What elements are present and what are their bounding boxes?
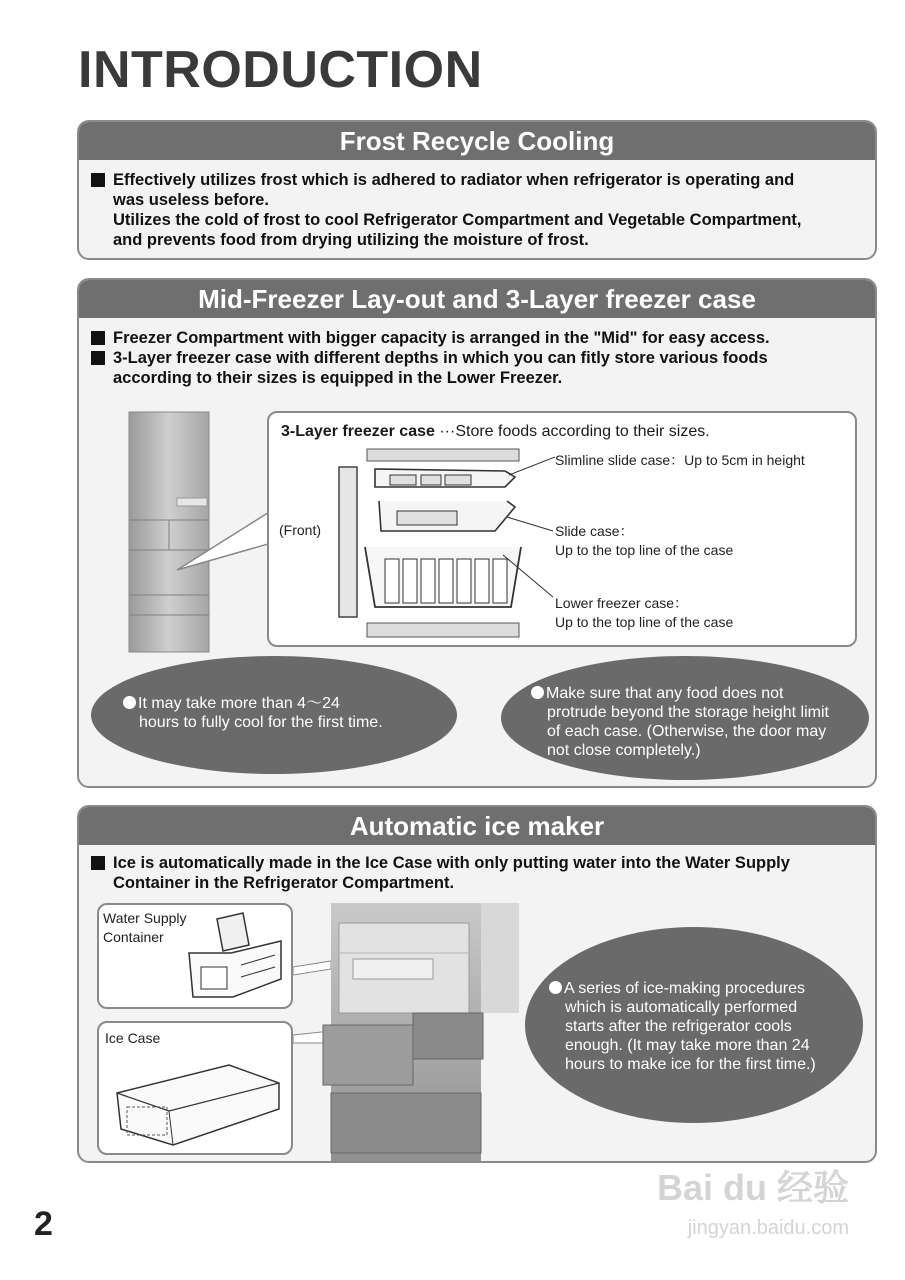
icemaker-section	[77, 805, 877, 1163]
bullet-square-icon	[91, 331, 105, 345]
diagram-title	[281, 423, 710, 441]
fridge-interior-photo	[293, 903, 519, 1163]
midfreezer-bullet-1-text: Freezer Compartment with bigger capacity is arranged in the "Mid" for easy access.	[113, 329, 770, 347]
front-label: (Front)	[279, 522, 321, 538]
frost-line-3: Utilizes the cold of frost to cool Refrigerator Compartment and Vegetable Compartment,	[113, 211, 802, 229]
frost-bullet	[91, 170, 875, 250]
freezer-cases-drawing	[335, 447, 555, 643]
cooling-note-line-2: hours to fully cool for the first time.	[139, 714, 383, 731]
baidu-watermark	[649, 1160, 849, 1250]
water-supply-label-2: Container	[103, 929, 164, 945]
water-container-drawing	[181, 909, 291, 1005]
ice-case-box	[97, 1021, 293, 1155]
midfreezer-section	[77, 278, 877, 788]
height-note-line-4: not close completely.)	[547, 742, 701, 759]
ice-note-line-5: hours to make ice for the first time.)	[565, 1056, 816, 1073]
icemaker-line-2: Container in the Refrigerator Compartment.	[113, 874, 455, 892]
ice-making-note	[525, 927, 863, 1123]
cooling-note-line-1: It may take more than 4～24	[123, 694, 457, 713]
watermark-brand: Bai du 经验	[656, 1167, 849, 1208]
ice-note-line-3: starts after the refrigerator cools	[565, 1018, 792, 1035]
slimline-label: Slimline slide case：Up to 5cm in height	[555, 452, 805, 468]
diagram-title-rest: ···Store foods according to their sizes.	[439, 423, 710, 440]
water-supply-box	[97, 903, 293, 1009]
frost-line-4: and prevents food from drying utilizing the moisture of frost.	[113, 231, 589, 249]
bullet-square-icon	[91, 351, 105, 365]
water-supply-label-1: Water Supply	[103, 910, 187, 926]
bullet-square-icon	[91, 173, 105, 187]
watermark-url: jingyan.baidu.com	[687, 1217, 849, 1239]
icemaker-header: Automatic ice maker	[79, 807, 875, 845]
frost-bullets	[91, 170, 875, 250]
ice-case-label: Ice Case	[105, 1030, 161, 1046]
frost-section	[77, 120, 877, 260]
height-note-line-1: Make sure that any food does not	[531, 684, 869, 703]
icemaker-bullets	[91, 853, 875, 893]
ice-note-line-2: which is automatically performed	[565, 999, 798, 1016]
icemaker-line-1: Ice is automatically made in the Ice Case with only putting water into the Water Supply	[113, 854, 790, 872]
lower-case-desc: Up to the top line of the case	[555, 614, 734, 630]
height-note-line-3: of each case. (Otherwise, the door may	[547, 723, 827, 740]
midfreezer-header: Mid-Freezer Lay-out and 3-Layer freezer case	[79, 280, 875, 318]
page-number: 2	[34, 1205, 53, 1243]
freezer-case-diagram	[267, 411, 857, 647]
ice-note-line-4: enough. (It may take more than 24	[565, 1037, 810, 1054]
page-title: INTRODUCTION	[78, 41, 483, 99]
slide-case-desc: Up to the top line of the case	[555, 542, 734, 558]
ice-note-line-1: A series of ice-making procedures	[549, 979, 863, 998]
midfreezer-bullet-1	[91, 328, 875, 348]
midfreezer-bullet-2-line-1: 3-Layer freezer case with different depths in which you can fitly store various foods	[113, 349, 768, 367]
diagram-title-bold: 3-Layer freezer case	[281, 423, 435, 440]
bullet-dot-icon	[531, 686, 544, 699]
frost-line-1: Effectively utilizes frost which is adhered to radiator when refrigerator is operating and	[113, 171, 795, 189]
icemaker-bullet	[91, 853, 875, 893]
bullet-dot-icon	[549, 981, 562, 994]
frost-line-2: was useless before.	[113, 191, 269, 209]
bullet-square-icon	[91, 856, 105, 870]
midfreezer-bullet-2	[91, 348, 875, 388]
ice-case-drawing	[109, 1053, 285, 1153]
slide-case-title: Slide case：	[555, 523, 634, 539]
lower-case-title: Lower freezer case：	[555, 595, 689, 611]
height-note-line-2: protrude beyond the storage height limit	[547, 704, 829, 721]
midfreezer-bullet-2-line-2: according to their sizes is equipped in the Lower Freezer.	[113, 369, 563, 387]
frost-header: Frost Recycle Cooling	[79, 122, 875, 160]
midfreezer-bullets	[91, 328, 875, 388]
storage-height-note	[501, 656, 869, 780]
cooling-time-note	[91, 656, 457, 774]
bullet-dot-icon	[123, 696, 136, 709]
